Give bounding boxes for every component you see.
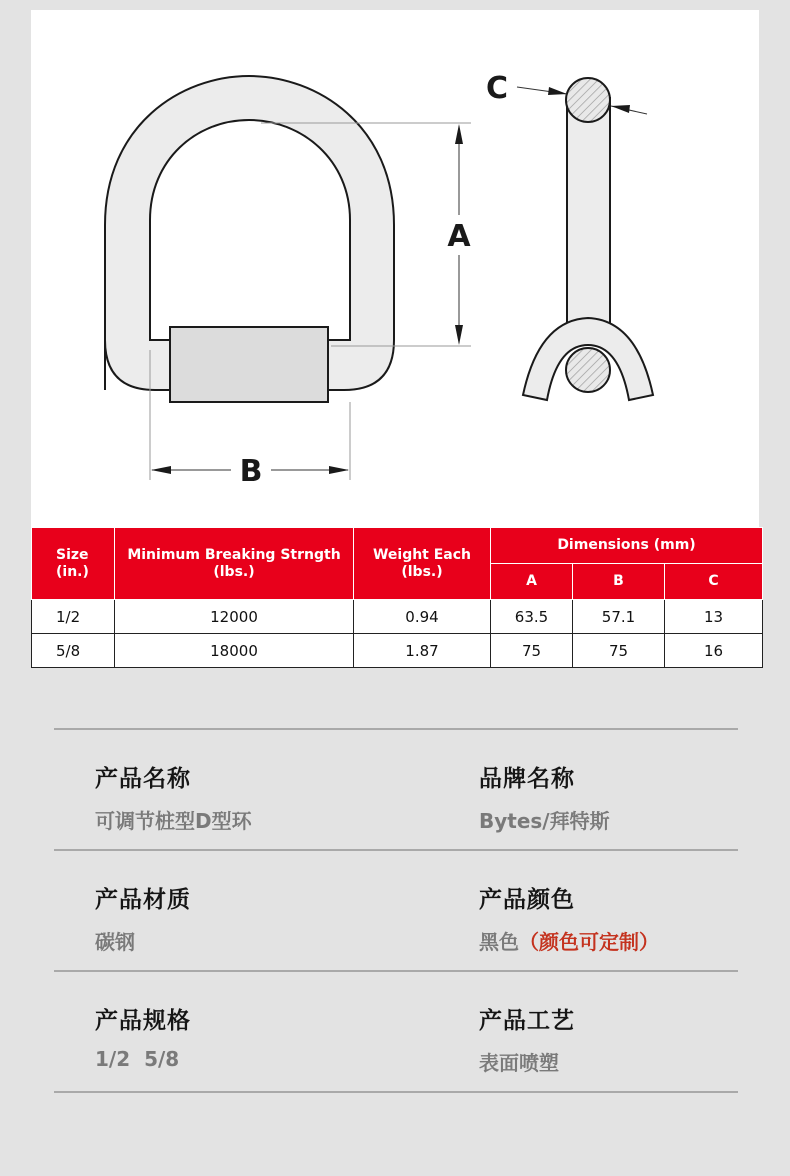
product-process-label: 产品工艺 bbox=[479, 1008, 575, 1034]
label-b: B bbox=[239, 454, 263, 489]
label-a: A bbox=[447, 219, 471, 254]
product-spec-value: 1/2 5/8 bbox=[95, 1047, 180, 1071]
product-material-value: 碳钢 bbox=[95, 930, 135, 954]
pin-cross-section bbox=[566, 348, 610, 392]
header-dim-a: A bbox=[491, 564, 573, 600]
product-process bbox=[479, 1002, 575, 1076]
brand-name-label: 品牌名称 bbox=[479, 766, 575, 792]
cell-breaking-strength: 18000 bbox=[115, 634, 354, 668]
info-row-name-brand bbox=[54, 730, 738, 849]
header-breaking-strength: Minimum Breaking Strngth (lbs.) bbox=[115, 528, 354, 600]
product-spec bbox=[95, 1002, 191, 1071]
header-dim-c: C bbox=[665, 564, 763, 600]
header-weight: Weight Each (lbs.) bbox=[354, 528, 491, 600]
cell-dim-c: 16 bbox=[665, 634, 763, 668]
product-name-value: 可调节桩型D型环 bbox=[95, 809, 252, 833]
cell-dim-b: 57.1 bbox=[573, 600, 665, 634]
cell-dim-c: 13 bbox=[665, 600, 763, 634]
table-header-row bbox=[32, 528, 763, 564]
divider bbox=[54, 1091, 738, 1093]
header-dimensions: Dimensions (mm) bbox=[491, 528, 763, 564]
product-color-label: 产品颜色 bbox=[479, 887, 575, 913]
specification-table bbox=[31, 527, 763, 668]
cell-weight: 0.94 bbox=[354, 600, 491, 634]
cell-breaking-strength: 12000 bbox=[115, 600, 354, 634]
product-name-label: 产品名称 bbox=[95, 766, 191, 792]
header-dim-b: B bbox=[573, 564, 665, 600]
dimension-b bbox=[151, 454, 349, 489]
dimension-a bbox=[447, 124, 471, 345]
sleeve bbox=[170, 327, 328, 402]
header-size: Size (in.) bbox=[32, 528, 115, 600]
product-material-label: 产品材质 bbox=[95, 887, 191, 913]
product-info-section bbox=[54, 728, 738, 1093]
d-ring-side-view bbox=[486, 71, 653, 400]
color-customizable-note: （颜色可定制） bbox=[519, 930, 659, 954]
table-row bbox=[32, 634, 763, 668]
brand-name-value: Bytes/拜特斯 bbox=[479, 809, 610, 833]
cell-dim-a: 63.5 bbox=[491, 600, 573, 634]
product-name bbox=[95, 760, 252, 834]
info-row-spec-process bbox=[54, 972, 738, 1091]
product-spec-label: 产品规格 bbox=[95, 1008, 191, 1034]
cell-dim-a: 75 bbox=[491, 634, 573, 668]
table-row bbox=[32, 600, 763, 634]
product-material bbox=[95, 881, 191, 955]
product-diagram-panel bbox=[31, 10, 759, 528]
product-process-value: 表面喷塑 bbox=[479, 1051, 559, 1075]
info-row-material-color bbox=[54, 851, 738, 970]
product-color-value: 黑色（颜色可定制） bbox=[479, 930, 659, 954]
label-c: C bbox=[485, 71, 509, 106]
cell-size: 1/2 bbox=[32, 600, 115, 634]
cell-dim-b: 75 bbox=[573, 634, 665, 668]
brand-name bbox=[479, 760, 610, 834]
d-ring-front-view bbox=[105, 76, 471, 489]
d-ring-diagram bbox=[31, 10, 759, 528]
cell-size: 5/8 bbox=[32, 634, 115, 668]
product-color bbox=[479, 881, 659, 955]
cell-weight: 1.87 bbox=[354, 634, 491, 668]
